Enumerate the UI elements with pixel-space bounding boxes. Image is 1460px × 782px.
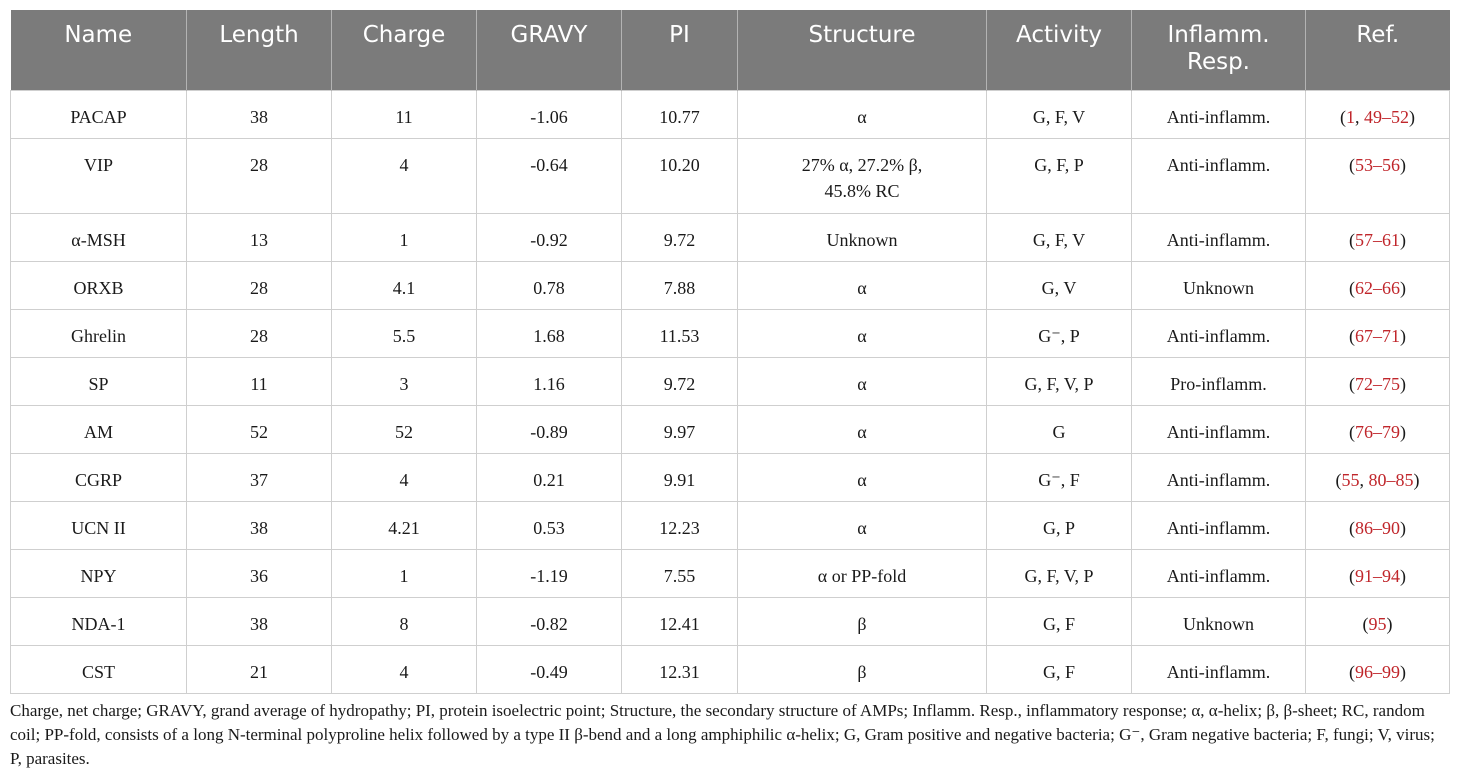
header-charge: Charge	[332, 10, 477, 90]
cell-gravy: -1.19	[477, 549, 622, 597]
cell-charge: 8	[332, 597, 477, 645]
ref-punct: (	[1349, 565, 1355, 586]
ref-punct: (	[1335, 469, 1342, 490]
cell-name: CGRP	[11, 453, 187, 501]
ref-punct: ,	[1359, 469, 1369, 490]
header-row	[11, 10, 1450, 90]
table-row	[11, 309, 1450, 357]
cell-inflamm: Anti-inflamm.	[1132, 453, 1306, 501]
ref-link[interactable]: 62–66	[1355, 277, 1400, 298]
cell-ref	[1306, 645, 1450, 693]
ref-punct: (	[1349, 421, 1355, 442]
cell-length: 11	[187, 357, 332, 405]
cell-pi: 12.23	[622, 501, 738, 549]
cell-gravy: -0.92	[477, 213, 622, 261]
cell-ref	[1306, 597, 1450, 645]
cell-pi: 9.97	[622, 405, 738, 453]
cell-charge: 3	[332, 357, 477, 405]
ref-punct: )	[1400, 277, 1406, 298]
cell-gravy: -0.49	[477, 645, 622, 693]
cell-charge: 4	[332, 645, 477, 693]
cell-structure	[738, 309, 987, 357]
cell-charge: 4	[332, 453, 477, 501]
cell-ref	[1306, 138, 1450, 213]
structure-text: α	[857, 277, 867, 298]
header-structure: Structure	[738, 10, 987, 90]
cell-name: SP	[11, 357, 187, 405]
cell-pi: 12.31	[622, 645, 738, 693]
table-row	[11, 501, 1450, 549]
structure-text: α or PP-fold	[817, 565, 907, 586]
cell-charge: 5.5	[332, 309, 477, 357]
cell-inflamm: Anti-inflamm.	[1132, 501, 1306, 549]
table-row	[11, 405, 1450, 453]
structure-text: α	[857, 373, 867, 394]
structure-text: Unknown	[826, 229, 898, 250]
cell-activity: G, F, V, P	[987, 549, 1132, 597]
cell-length: 52	[187, 405, 332, 453]
cell-ref	[1306, 309, 1450, 357]
ref-punct: )	[1400, 154, 1406, 175]
cell-activity: G, F, V	[987, 90, 1132, 138]
cell-length: 38	[187, 501, 332, 549]
amp-table	[10, 10, 1450, 694]
cell-length: 13	[187, 213, 332, 261]
cell-structure	[738, 357, 987, 405]
cell-length: 28	[187, 309, 332, 357]
ref-punct: (	[1349, 325, 1355, 346]
structure-text: α	[857, 325, 867, 346]
cell-structure	[738, 90, 987, 138]
cell-length: 38	[187, 597, 332, 645]
cell-inflamm: Anti-inflamm.	[1132, 645, 1306, 693]
ref-link[interactable]: 95	[1368, 613, 1387, 634]
cell-inflamm: Anti-inflamm.	[1132, 549, 1306, 597]
cell-structure	[738, 453, 987, 501]
ref-punct: (	[1349, 517, 1355, 538]
cell-pi: 9.72	[622, 213, 738, 261]
ref-link[interactable]: 96–99	[1355, 661, 1400, 682]
cell-pi: 7.55	[622, 549, 738, 597]
header-activity: Activity	[987, 10, 1132, 90]
cell-inflamm: Unknown	[1132, 261, 1306, 309]
cell-activity: G, V	[987, 261, 1132, 309]
table-container	[10, 10, 1449, 694]
ref-punct: )	[1400, 661, 1406, 682]
cell-name: Ghrelin	[11, 309, 187, 357]
table-footnote: Charge, net charge; GRAVY, grand average of hydropathy; PI, protein isoelectric point; Structure, the secondary structure of AMPs; Inflamm. Resp., inflammatory response; α, α-helix; β, β-sheet; RC, random coil; PP-fold, consists of a long N-terminal polyproline helix followed by a type II β-bend and a long amphiphilic α-helix; G, Gram positive and negative bacteria; G⁻, Gram negative bacteria; F, fungi; V, virus; P, parasites.	[10, 701, 1435, 768]
cell-name: UCN II	[11, 501, 187, 549]
cell-ref	[1306, 501, 1450, 549]
ref-punct: (	[1349, 154, 1355, 175]
cell-inflamm: Anti-inflamm.	[1132, 138, 1306, 213]
cell-structure	[738, 138, 987, 213]
cell-activity: G, F	[987, 597, 1132, 645]
cell-pi: 11.53	[622, 309, 738, 357]
ref-punct: )	[1400, 373, 1406, 394]
header-name: Name	[11, 10, 187, 90]
ref-punct: (	[1349, 373, 1355, 394]
cell-activity: G, F	[987, 645, 1132, 693]
cell-length: 21	[187, 645, 332, 693]
cell-structure	[738, 597, 987, 645]
ref-punct: )	[1400, 229, 1406, 250]
cell-gravy: 1.68	[477, 309, 622, 357]
ref-punct: )	[1400, 325, 1406, 346]
cell-gravy: 0.78	[477, 261, 622, 309]
cell-activity: G, F, V	[987, 213, 1132, 261]
cell-name: NPY	[11, 549, 187, 597]
structure-text: β	[857, 661, 867, 682]
ref-punct: )	[1413, 469, 1420, 490]
cell-structure	[738, 261, 987, 309]
ref-link[interactable]: 76–79	[1355, 421, 1400, 442]
cell-length: 28	[187, 138, 332, 213]
cell-name: PACAP	[11, 90, 187, 138]
header-gravy: GRAVY	[477, 10, 622, 90]
header-length: Length	[187, 10, 332, 90]
cell-activity: G, P	[987, 501, 1132, 549]
cell-activity: G⁻, P	[987, 309, 1132, 357]
cell-charge: 4.1	[332, 261, 477, 309]
cell-pi: 10.20	[622, 138, 738, 213]
cell-ref	[1306, 357, 1450, 405]
ref-punct: ,	[1355, 106, 1364, 127]
cell-gravy: -0.64	[477, 138, 622, 213]
ref-link[interactable]: 67–71	[1355, 325, 1400, 346]
cell-inflamm: Unknown	[1132, 597, 1306, 645]
table-row	[11, 549, 1450, 597]
cell-ref	[1306, 549, 1450, 597]
ref-punct: (	[1349, 277, 1355, 298]
cell-inflamm: Anti-inflamm.	[1132, 213, 1306, 261]
structure-text: 27% α, 27.2% β,	[801, 154, 923, 175]
ref-punct: (	[1349, 661, 1355, 682]
ref-link[interactable]: 53–56	[1355, 154, 1400, 175]
ref-link[interactable]: 91–94	[1355, 565, 1400, 586]
ref-punct: )	[1400, 517, 1406, 538]
cell-activity: G⁻, F	[987, 453, 1132, 501]
cell-ref	[1306, 405, 1450, 453]
structure-text: α	[857, 469, 867, 490]
cell-name: AM	[11, 405, 187, 453]
cell-gravy: 1.16	[477, 357, 622, 405]
ref-link[interactable]: 72–75	[1355, 373, 1400, 394]
ref-punct: (	[1340, 106, 1346, 127]
table-row	[11, 357, 1450, 405]
structure-text: α	[857, 517, 867, 538]
cell-name: α-MSH	[11, 213, 187, 261]
cell-charge: 1	[332, 213, 477, 261]
cell-gravy: -1.06	[477, 90, 622, 138]
table-row	[11, 261, 1450, 309]
table-row	[11, 213, 1450, 261]
ref-punct: (	[1349, 229, 1355, 250]
cell-activity: G, F, P	[987, 138, 1132, 213]
structure-text: α	[857, 106, 867, 127]
ref-link[interactable]: 1	[1346, 106, 1355, 127]
table-row	[11, 90, 1450, 138]
cell-activity: G, F, V, P	[987, 357, 1132, 405]
cell-ref	[1306, 213, 1450, 261]
cell-ref	[1306, 90, 1450, 138]
cell-length: 28	[187, 261, 332, 309]
cell-pi: 10.77	[622, 90, 738, 138]
cell-structure	[738, 549, 987, 597]
ref-link[interactable]: 80–85	[1368, 469, 1414, 490]
cell-ref	[1306, 261, 1450, 309]
cell-charge: 11	[332, 90, 477, 138]
structure-text: α	[857, 421, 867, 442]
cell-length: 37	[187, 453, 332, 501]
cell-length: 38	[187, 90, 332, 138]
cell-charge: 4.21	[332, 501, 477, 549]
ref-punct: )	[1409, 106, 1415, 127]
ref-punct: )	[1386, 613, 1393, 634]
cell-structure	[738, 501, 987, 549]
header-inflamm: Inflamm. Resp.	[1132, 10, 1306, 90]
cell-inflamm: Anti-inflamm.	[1132, 405, 1306, 453]
cell-pi: 9.72	[622, 357, 738, 405]
cell-structure	[738, 213, 987, 261]
table-row	[11, 138, 1450, 213]
cell-charge: 4	[332, 138, 477, 213]
cell-length: 36	[187, 549, 332, 597]
cell-inflamm: Anti-inflamm.	[1132, 90, 1306, 138]
table-row	[11, 453, 1450, 501]
cell-name: ORXB	[11, 261, 187, 309]
ref-punct: )	[1400, 421, 1406, 442]
ref-punct: (	[1362, 613, 1369, 634]
cell-charge: 1	[332, 549, 477, 597]
cell-name: VIP	[11, 138, 187, 213]
ref-link[interactable]: 55	[1341, 469, 1360, 490]
table-row	[11, 645, 1450, 693]
cell-pi: 7.88	[622, 261, 738, 309]
ref-link[interactable]: 57–61	[1355, 229, 1400, 250]
header-pi: PI	[622, 10, 738, 90]
header-ref: Ref.	[1306, 10, 1450, 90]
cell-gravy: -0.89	[477, 405, 622, 453]
cell-name: NDA-1	[11, 597, 187, 645]
cell-activity: G	[987, 405, 1132, 453]
structure-text-line2: 45.8% RC	[824, 180, 900, 201]
cell-gravy: -0.82	[477, 597, 622, 645]
cell-pi: 12.41	[622, 597, 738, 645]
cell-structure	[738, 645, 987, 693]
cell-charge: 52	[332, 405, 477, 453]
cell-gravy: 0.21	[477, 453, 622, 501]
cell-pi: 9.91	[622, 453, 738, 501]
cell-ref	[1306, 453, 1450, 501]
ref-link[interactable]: 86–90	[1355, 517, 1400, 538]
cell-inflamm: Pro-inflamm.	[1132, 357, 1306, 405]
ref-link[interactable]: 49–52	[1364, 106, 1409, 127]
ref-punct: )	[1400, 565, 1406, 586]
table-row	[11, 597, 1450, 645]
cell-gravy: 0.53	[477, 501, 622, 549]
cell-structure	[738, 405, 987, 453]
cell-name: CST	[11, 645, 187, 693]
structure-text: β	[857, 613, 867, 634]
cell-inflamm: Anti-inflamm.	[1132, 309, 1306, 357]
